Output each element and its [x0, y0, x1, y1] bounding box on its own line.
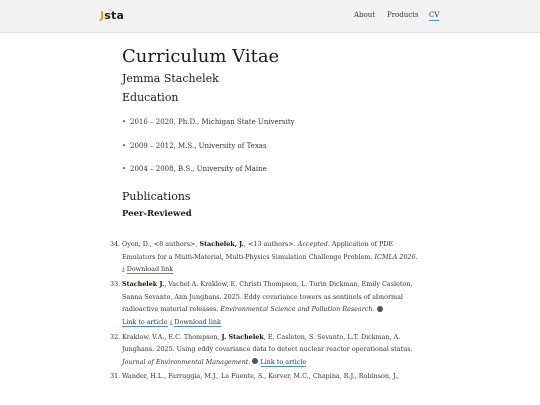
publications-heading: Publications: [122, 189, 191, 203]
punctuation: .: [248, 357, 251, 366]
authors-text: , E. Casleton, S. Sevanto, L.T. Dickman, A. Junghans. 2025. Using eddy covariance data to detect nuclear reactor operational status.: [122, 332, 413, 353]
education-list: [122, 104, 422, 176]
article-link[interactable]: Link to article: [122, 317, 168, 326]
logo-text: sta: [104, 9, 125, 22]
education-entry: 2004 – 2008, B.S., University of Maine: [130, 164, 267, 173]
education-entry: 2009 – 2012, M.S., University of Texas: [130, 141, 267, 150]
journal-name: Environmental Science and Pollution Research: [220, 305, 373, 313]
publication-item: [112, 331, 422, 369]
download-link[interactable]: Download link: [174, 317, 221, 326]
nav-products[interactable]: Products: [387, 11, 419, 19]
author-highlight: Stachelek J.: [122, 280, 165, 288]
publication-number: 33.: [110, 280, 121, 288]
publication-number: 31.: [110, 371, 121, 380]
journal-name: ICMLA 2026: [374, 252, 416, 261]
site-logo[interactable]: [100, 9, 124, 22]
list-item: • 2004 – 2008, B.S., University of Maine: [122, 164, 267, 173]
open-access-icon: [252, 358, 258, 364]
download-icon: ⤓: [122, 266, 125, 273]
authors-text: Kraklow, V.A., E.C. Thompson,: [122, 332, 222, 341]
publication-list: [112, 238, 422, 384]
education-heading: Education: [122, 90, 179, 104]
publication-item: [112, 238, 422, 277]
peer-reviewed-heading: Peer-Reviewed: [122, 208, 192, 219]
education-entry: 2016 – 2020, Ph.D., Michigan State University: [130, 117, 295, 126]
authors-text: , Vachel A. Kraklow, E. Christi Thompson, L. Turin Dickman, Emily Casleton, Sanna Sevanto, Ann Junghans. 2025. Eddy covariance towers as sentinels of abnormal radioactive material releases.: [122, 280, 413, 313]
status-text: Accepted: [297, 240, 328, 248]
publication-item: [112, 278, 422, 329]
logo-letter: J: [100, 9, 105, 22]
author-highlight: J. Stachelek: [221, 332, 264, 341]
cv-content: [122, 46, 422, 219]
publication-item: [112, 370, 422, 383]
publication-title: . Application of PDE Emulators for a Multi-Material, Multi-Physics Simulation Challenge Problem.: [122, 240, 394, 261]
download-link[interactable]: Download link: [126, 265, 174, 273]
nav-cv[interactable]: CV: [429, 11, 440, 19]
article-link[interactable]: Link to article: [260, 357, 307, 366]
list-item: • 2009 – 2012, M.S., University of Texas: [122, 141, 267, 150]
journal-name: Journal of Environmental Management: [122, 357, 249, 366]
authors-text: Oyen, D., <8 authors>,: [122, 240, 200, 248]
open-access-icon: [377, 306, 383, 312]
authors-text: , <13 authors>.: [243, 240, 298, 248]
publication-number: 34.: [110, 240, 121, 248]
person-name: Jemma Stachelek: [122, 71, 219, 85]
list-item: • 2016 – 2020, Ph.D., Michigan State University: [122, 117, 295, 126]
punctuation: .: [372, 305, 375, 313]
page-title: Curriculum Vitae: [122, 46, 280, 67]
download-icon: ⤓: [169, 318, 173, 326]
nav-about[interactable]: About: [354, 11, 376, 19]
author-highlight: Stachelek, J.: [199, 240, 244, 248]
publication-number: 32.: [110, 332, 121, 341]
top-navigation-bar: [0, 0, 540, 33]
punctuation: .: [415, 252, 418, 261]
authors-text: Wander, H.L., Farruggia, M.J., La Fuente, S., Korver, M.C., Chapina, R.J., Robinson, J.,: [122, 371, 400, 380]
